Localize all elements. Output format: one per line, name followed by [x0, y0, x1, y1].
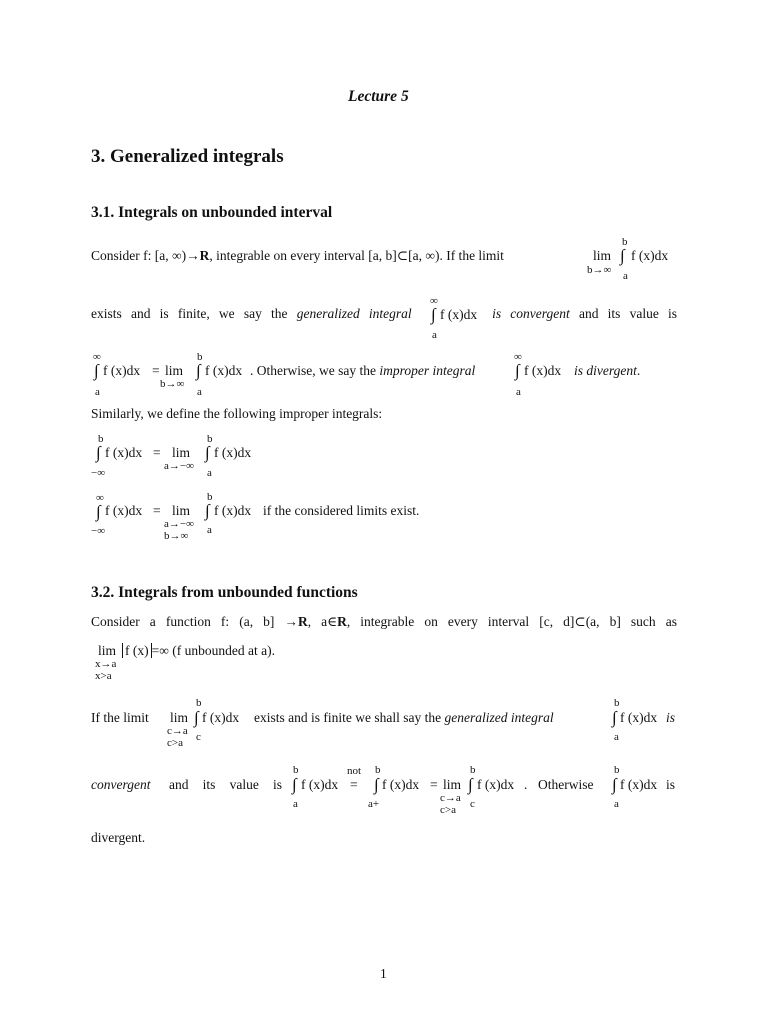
- lower-limit: a: [207, 467, 212, 479]
- upper-limit: ∞: [96, 492, 104, 504]
- integral-sign: ∫: [196, 361, 201, 380]
- integrand: f (x)dx: [301, 777, 339, 792]
- paragraph-line: Consider a function f: (a, b] →R, a∈R, integrable on every interval [c, d]⊂(a, b] such as: [91, 614, 677, 629]
- integrand: f (x)dx: [105, 445, 143, 460]
- equals: =: [152, 363, 160, 378]
- integral-sign: ∫: [205, 443, 210, 462]
- upper-limit: b: [470, 764, 476, 776]
- lower-limit: a: [197, 386, 202, 398]
- lim-subscript: c>a: [167, 737, 183, 749]
- integrand: f (x)dx: [440, 307, 478, 322]
- integrand: f (x)dx: [620, 710, 658, 725]
- lim-subscript: x>a: [95, 670, 112, 682]
- lim-subscript: c→a: [440, 792, 461, 804]
- lower-limit: a: [614, 731, 619, 743]
- lower-limit: c: [470, 798, 475, 810]
- lower-limit: a: [207, 524, 212, 536]
- lim-label: lim: [98, 643, 117, 658]
- paragraph-text: and its value is: [169, 777, 282, 792]
- lim-label: lim: [443, 777, 462, 792]
- paragraph-line: Similarly, we define the following improper integrals:: [91, 406, 383, 421]
- lower-limit: a: [516, 386, 521, 398]
- equals: =: [153, 503, 161, 518]
- integral-sign: ∫: [468, 775, 473, 794]
- lower-limit: c: [196, 731, 201, 743]
- lower-limit: a+: [368, 798, 380, 810]
- equals: =: [350, 777, 358, 792]
- upper-limit: b: [375, 764, 381, 776]
- upper-limit: ∞: [514, 351, 522, 363]
- paragraph-text: Otherwise: [538, 777, 594, 792]
- lim-label: lim: [165, 363, 184, 378]
- lim-label: lim: [172, 445, 191, 460]
- integrand: f (x)dx: [214, 503, 252, 518]
- lim-label: lim: [170, 710, 189, 725]
- integrand: f (x)dx: [103, 363, 141, 378]
- paragraph-text: is: [666, 710, 676, 725]
- lim-subscript: b→∞: [160, 378, 185, 390]
- notation-label: not: [347, 765, 362, 777]
- upper-limit: b: [293, 764, 299, 776]
- lower-limit: −∞: [91, 525, 106, 537]
- lower-limit: a: [614, 798, 619, 810]
- integrand: f (x)dx: [477, 777, 515, 792]
- paragraph-line: Consider f: [a, ∞)→R, integrable on every interval [a, b]⊂[a, ∞). If the limit: [91, 248, 504, 263]
- lecture-title: Lecture 5: [348, 88, 409, 105]
- upper-limit: b: [197, 351, 203, 363]
- upper-limit: b: [196, 697, 202, 709]
- subsection-heading-3-1: 3.1. Integrals on unbounded interval: [91, 204, 333, 221]
- paragraph-text: If the limit: [91, 710, 149, 725]
- equals: =: [153, 445, 161, 460]
- integral-sign: ∫: [374, 775, 379, 794]
- integral-sign: ∫: [612, 708, 617, 727]
- integral-sign: ∫: [612, 775, 617, 794]
- lim-subscript: x→a: [95, 658, 117, 670]
- lim-subscript: b→∞: [164, 530, 189, 542]
- lim-subscript: b→∞: [587, 264, 612, 276]
- integral-sign: ∫: [515, 361, 520, 380]
- lim-label: lim: [593, 248, 612, 263]
- paragraph-text: exists and is finite we shall say the generalized integral: [254, 710, 554, 725]
- integral-sign: ∫: [194, 708, 199, 727]
- period: .: [524, 777, 528, 792]
- upper-limit: b: [614, 697, 620, 709]
- integral-sign: ∫: [292, 775, 297, 794]
- page-number: 1: [380, 966, 387, 981]
- upper-limit: ∞: [430, 295, 438, 307]
- paragraph-text: is: [666, 777, 676, 792]
- lower-limit: a: [95, 386, 100, 398]
- lower-limit: −∞: [91, 467, 106, 479]
- lower-limit: a: [293, 798, 298, 810]
- lower-limit: a: [623, 270, 628, 282]
- integrand: f (x)dx: [382, 777, 420, 792]
- equals: =: [430, 777, 438, 792]
- upper-limit: b: [207, 433, 213, 445]
- upper-limit: b: [614, 764, 620, 776]
- integrand: f (x)dx: [631, 248, 669, 263]
- paragraph-text: if the considered limits exist.: [263, 503, 420, 518]
- integral-sign: ∫: [431, 305, 436, 324]
- integrand: f (x)dx: [205, 363, 243, 378]
- upper-limit: ∞: [93, 351, 101, 363]
- upper-limit: b: [207, 491, 213, 503]
- upper-limit: b: [98, 433, 104, 445]
- integral-sign: ∫: [96, 502, 101, 521]
- integral-sign: ∫: [94, 361, 99, 380]
- integrand: f (x)dx: [202, 710, 240, 725]
- integrand: f (x)dx: [524, 363, 562, 378]
- integrand: f (x)dx: [214, 445, 252, 460]
- paragraph-text: convergent: [91, 777, 151, 792]
- lim-label: lim: [172, 503, 191, 518]
- integral-sign: ∫: [205, 501, 210, 520]
- subsection-heading-3-2: 3.2. Integrals from unbounded functions: [91, 584, 358, 601]
- paragraph-text: . Otherwise, we say the improper integral: [250, 363, 476, 378]
- lim-subscript: c>a: [440, 804, 456, 816]
- paragraph-text: divergent.: [91, 830, 146, 845]
- integrand: f (x)dx: [105, 503, 143, 518]
- section-heading: 3. Generalized integrals: [91, 146, 284, 167]
- integrand: f (x)dx: [620, 777, 658, 792]
- upper-limit: b: [622, 236, 628, 248]
- lim-subscript: a→−∞: [164, 460, 194, 472]
- paragraph-line: exists and is finite, we say the generalized integral is convergent and its value is: [91, 306, 678, 321]
- lim-subscript: a→−∞: [164, 518, 194, 530]
- integral-sign: ∫: [96, 443, 101, 462]
- paragraph-text: is divergent.: [574, 363, 641, 378]
- abs-expression: f (x) =∞ (f unbounded at a).: [122, 643, 275, 659]
- lim-subscript: c→a: [167, 725, 188, 737]
- lower-limit: a: [432, 329, 437, 341]
- integral-sign: ∫: [620, 246, 625, 265]
